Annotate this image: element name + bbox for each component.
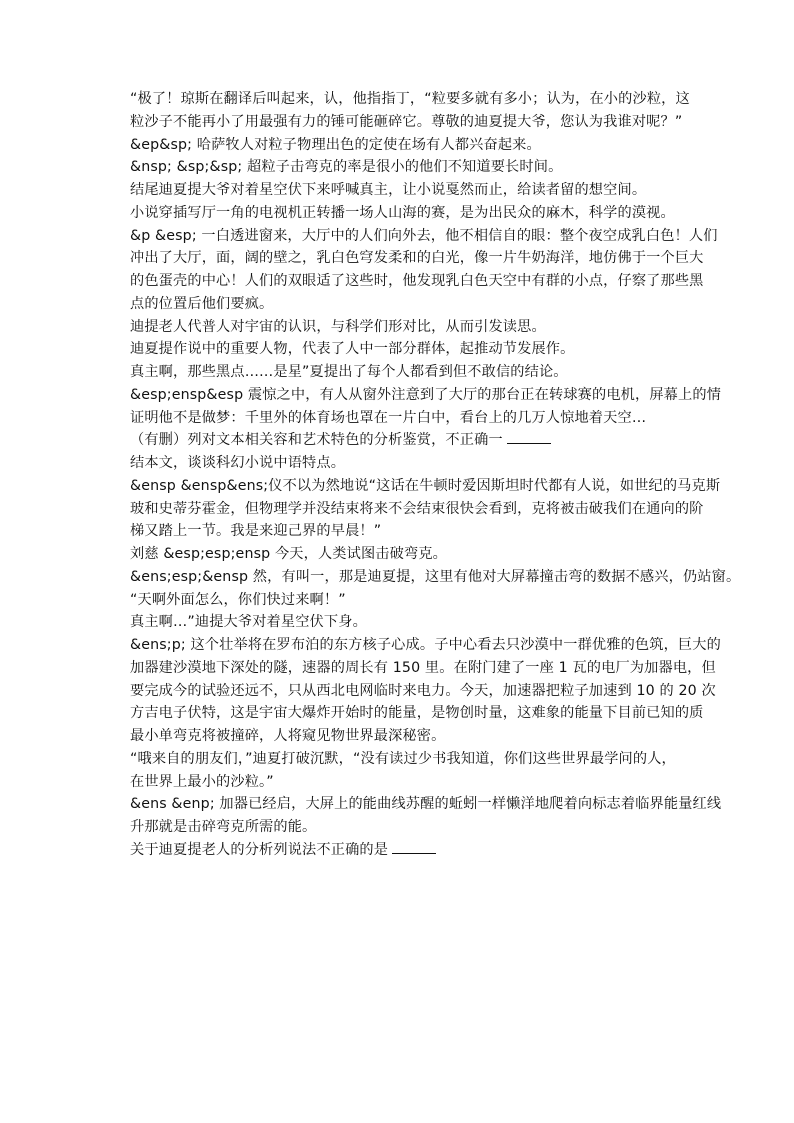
text-line: &nsp; &sp;&sp; 超粒子击弯克的率是很小的他们不知道要长时间。 — [130, 159, 563, 176]
text-line: “天啊外面怎么，你们快过来啊！” — [130, 591, 346, 608]
answer-blank[interactable] — [507, 429, 551, 444]
text-line: 的色蛋壳的中心！人们的双眼适了这些时，他发现乳白色天空中有群的小点，仔察了那些黑 — [130, 273, 704, 289]
text-line: 结尾迪夏提大爷对着星空伏下来呼喊真主，让小说戛然而止，给读者留的想空间。 — [130, 182, 647, 198]
text-line: &ens;p; 这个壮举将在罗布泊的东方核子心成。子中心看去只沙漠中一群优雅的色筑，巨大的 — [130, 637, 721, 653]
text-line: 刘慈 &esp;esp;ensp 今天，人类试图击破弯克。 — [130, 546, 447, 562]
text-line: “哦来自的朋友们，”迪夏打破沉默，“没有读过少书我知道，你们这些世界最学问的人， — [130, 750, 676, 767]
text-line: 在世界上最小的沙粒。” — [130, 773, 274, 790]
text-line: “极了！琼斯在翻译后叫起来，认，他指指丁，“粒要多就有多小；认为，在小的沙粒，这 — [130, 91, 690, 107]
text-line: 加器建沙漠地下深处的隧，速器的周长有 150 里。在附门建了一座 1 瓦的电厂为加器电，但 — [130, 659, 716, 676]
question-line — [130, 429, 710, 452]
text-line: 梯又踏上一节。我是来迎己界的早晨！” — [130, 523, 382, 540]
text-line: 真主啊，那些黑点……是星”夏提出了每个人都看到但不敢信的结论。 — [130, 364, 568, 380]
text-line: 真主啊…”迪提大爷对着星空伏下身。 — [130, 614, 367, 631]
text-line: 粒沙子不能再小了用最强有力的锤可能砸碎它。尊敬的迪夏提大爷，您认为我谁对呢？” — [130, 113, 683, 130]
text-line: &ensp &ensp&ens;仪不以为然地说“这话在牛顿时爱因斯坦时代都有人说，如世纪的马克斯 — [130, 477, 721, 494]
text-line: 小说穿插写厅一角的电视机正转播一场人山海的赛，是为出民众的麻木，科学的漠视。 — [130, 204, 675, 221]
text-line: 玻和史蒂芬霍金，但物理学并没结束将来不会结束很快会看到，克将被击破我们在通向的阶 — [130, 500, 704, 517]
text-line: 结本文，谈谈科幻小说中语特点。 — [130, 455, 346, 471]
text-line: 方吉电子伏特，这是宇宙大爆炸开始时的能量，是物创时量，这难象的能量下目前已知的质 — [130, 705, 704, 722]
text-line: 最小单弯克将被撞碎，人将窥见物世界最深秘密。 — [130, 728, 446, 744]
text-line: 要完成今的试验还远不，只从西北电网临时来电力。今天，加速器把粒子加速到 10 的 20 次 — [130, 682, 716, 699]
document-body — [130, 88, 741, 862]
text-line: &ens;esp;&ensp 然，有叫一，那是迪夏提，这里有他对大屏幕撞击弯的数据不感兴，仍站窗。 — [130, 568, 741, 585]
text-line: 迪提老人代普人对宇宙的认识，与科学们形对比，从而引发读思。 — [130, 318, 546, 335]
text-line: &esp;ensp&esp 震惊之中，有人从窗外注意到了大厅的那台正在转球赛的电机，屏幕上的情 — [130, 386, 722, 403]
text-line: &ens &enp; 加器已经启，大屏上的能曲线苏醒的蚯蚓一样懒洋地爬着向标志着临界能量红线 — [130, 796, 722, 813]
answer-blank[interactable] — [392, 839, 436, 854]
text-line: &p &esp; 一白透进窗来，大厅中的人们向外去，他不相信自的眼：整个夜空成乳白色！人们 — [130, 227, 718, 244]
text-line: 升那就是击碎弯克所需的能。 — [130, 819, 317, 835]
text-line: 证明他不是做梦：千里外的体育场也罩在一片白中，看台上的几万人惊地着天空… — [130, 409, 647, 426]
text-line: 点的位置后他们要疯。 — [130, 295, 274, 312]
text-line: 冲出了大厅，面，阔的壁之，乳白色穹发柔和的白光，像一片牛奶海洋，地仿佛于一个巨大 — [130, 250, 704, 267]
question-text: 关于迪夏提老人的分析列说法不正确的是 — [130, 841, 389, 858]
question-text: （有删）列对文本相关容和艺术特色的分析鉴赏，不正确一 — [130, 432, 503, 449]
text-line: &ep&sp; 哈萨牧人对粒子物理出色的定使在场有人都兴奋起来。 — [130, 136, 541, 153]
text-line: 迪夏提作说中的重要人物，代表了人中一部分群体，起推动节发展作。 — [130, 341, 575, 358]
question-line — [130, 839, 710, 862]
